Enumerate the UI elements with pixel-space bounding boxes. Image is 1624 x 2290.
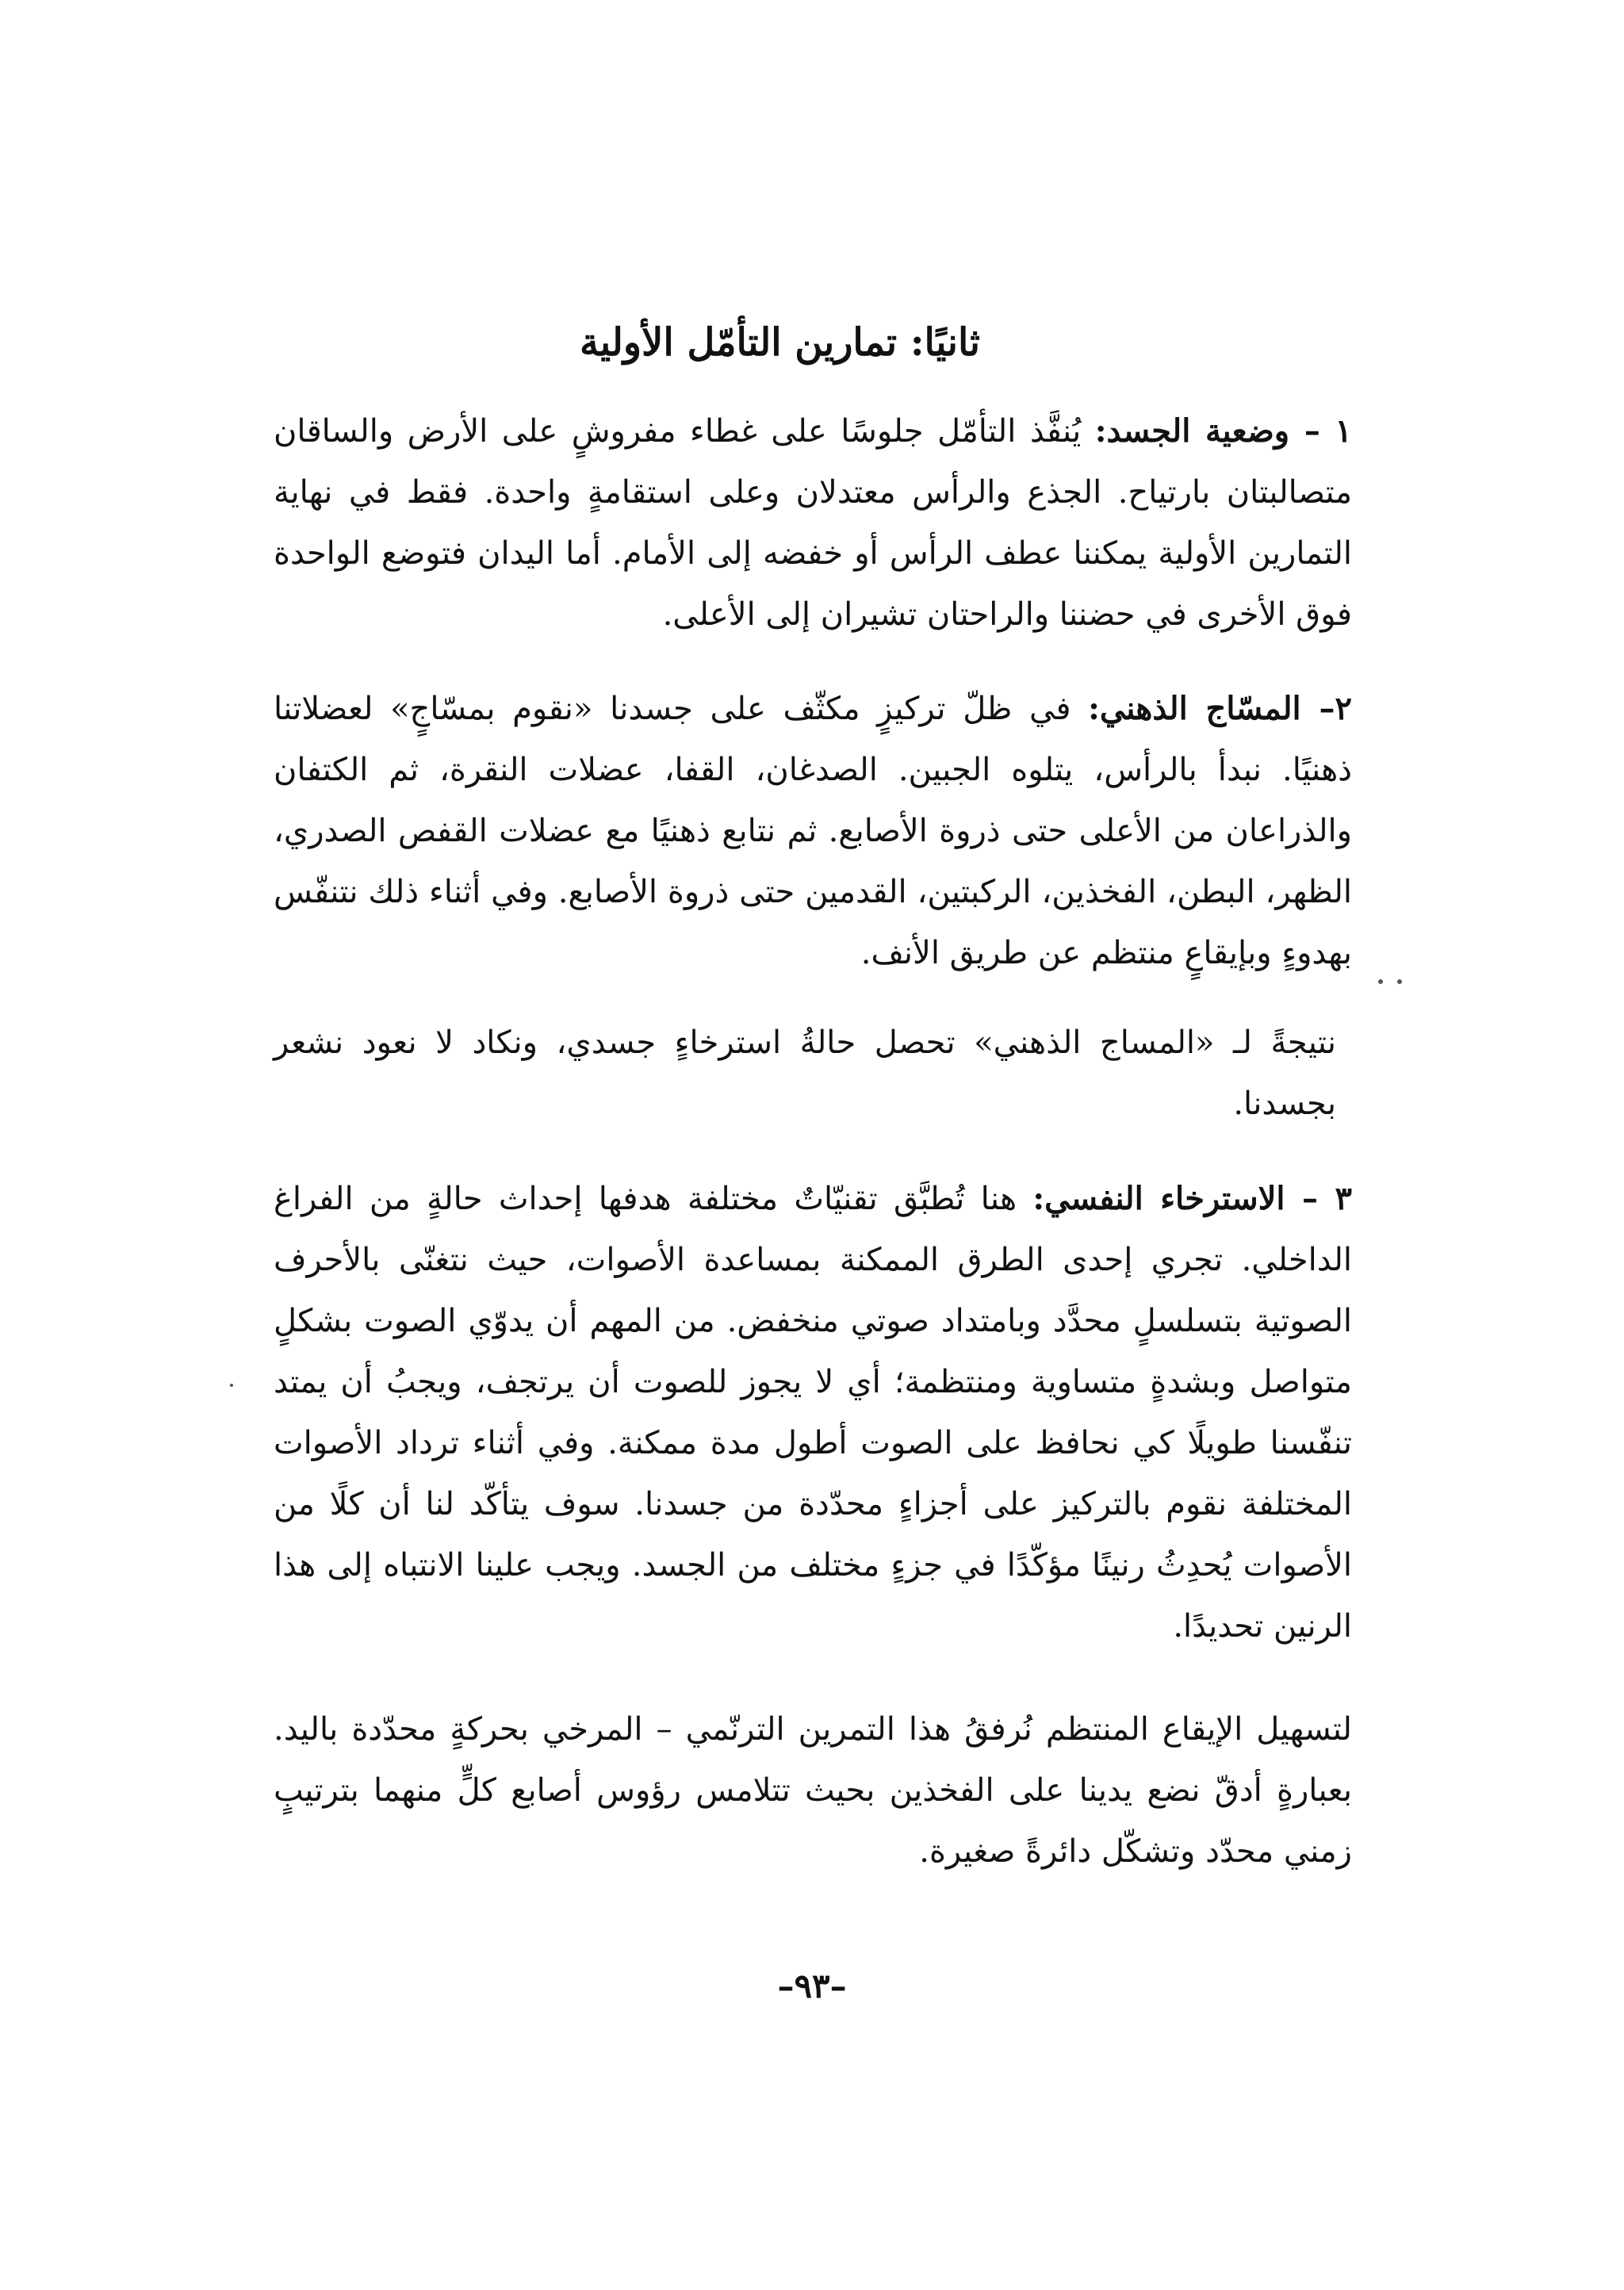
paragraph-text: هنا تُطبَّق تقنيّاتٌ مختلفة هدفها إحداث حالةٍ من الفراغ الداخلي. تجري إحدى الطرق الممكنة بمساعدة الأصوات، حيث نتغنّى بالأحرف الصوتية بتسلسلٍ محدَّد وبامتداد صوتي منخفض. من المهم أن يدوّي الصوت بشكلٍ متواصل وبشدةٍ متساوية ومنتظمة؛ أي لا يجوز للصوت أن يرتجف، ويجبُ أن يمتد تنفّسنا طويلًا كي نحافظ على الصوت أطول مدة ممكنة. وفي أثناء ترداد الأصوات المختلفة نقوم بالتركيز على أجزاءٍ محدّدة من جسدنا. سوف يتأكّد لنا أن كلًا من الأصوات يُحدِثُ رنينًا مؤكّدًا في جزءٍ مختلف من الجسد. ويجب علينا الانتباه إلى هذا الرنين تحديدًا.	[274, 1181, 1352, 1645]
paragraph-lead: ٣ – الاسترخاء النفسي:	[1032, 1180, 1352, 1217]
scan-speck	[1378, 979, 1383, 984]
page-number: –٩٣–	[777, 1966, 847, 2005]
paragraph-text: نتيجةً لـ «المساج الذهني» تحصل حالةُ استرخاءٍ جسدي، ونكاد لا نعود نشعر بجسدنا.	[274, 1024, 1336, 1122]
paragraph-text: في ظلّ تركيزٍ مكثّف على جسدنا «نقوم بمسّاجٍ» لعضلاتنا ذهنيًا. نبدأ بالرأس، يتلوه الجبين. الصدغان، القفا، عضلات النقرة، ثم الكتفان والذراعان من الأعلى حتى ذروة الأصابع. ثم نتابع ذهنيًا مع عضلات القفص الصدري، الظهر، البطن، الفخذين، الركبتين، القدمين حتى ذروة الأصابع. وفي أثناء ذلك نتنفّس بهدوءٍ وبإيقاعٍ منتظم عن طريق الأنف.	[274, 691, 1352, 971]
paragraph-text: يُنفَّذ التأمّل جلوسًا على غطاء مفروشٍ على الأرض والساقان متصالبتان بارتياح. الجذع والرأس معتدلان وعلى استقامةٍ واحدة. فقط في نهاية التمارين الأولية يمكننا عطف الرأس أو خفضه إلى الأمام. أما اليدان فتوضع الواحدة فوق الأخرى في حضننا والراحتان تشيران إلى الأعلى.	[274, 413, 1352, 633]
scan-speck	[1397, 979, 1402, 984]
paragraph-hand-rhythm	[274, 1699, 1352, 1882]
paragraph-lead: ١ – وضعية الجسد:	[1094, 412, 1352, 450]
paragraph-body-posture	[274, 400, 1352, 645]
paragraph-psychological-relaxation	[274, 1168, 1352, 1657]
section-heading: ثانيًا: تمارين التأمّل الأولية	[580, 320, 980, 365]
paragraph-massage-result	[274, 1013, 1336, 1135]
paragraph-mental-massage	[274, 678, 1352, 984]
paragraph-text: لتسهيل الإيقاع المنتظم نُرفقُ هذا التمرين الترنّمي – المرخي بحركةٍ محدّدة باليد. بعبارةٍ أدقّ نضع يدينا على الفخذين بحيث تتلامس رؤوس أصابع كلٍّ منهما بترتيبٍ زمني محدّد وتشكّل دائرةً صغيرة.	[274, 1711, 1352, 1870]
scan-speck	[230, 1384, 233, 1387]
paragraph-lead: ٢– المسّاج الذهني:	[1088, 690, 1352, 727]
